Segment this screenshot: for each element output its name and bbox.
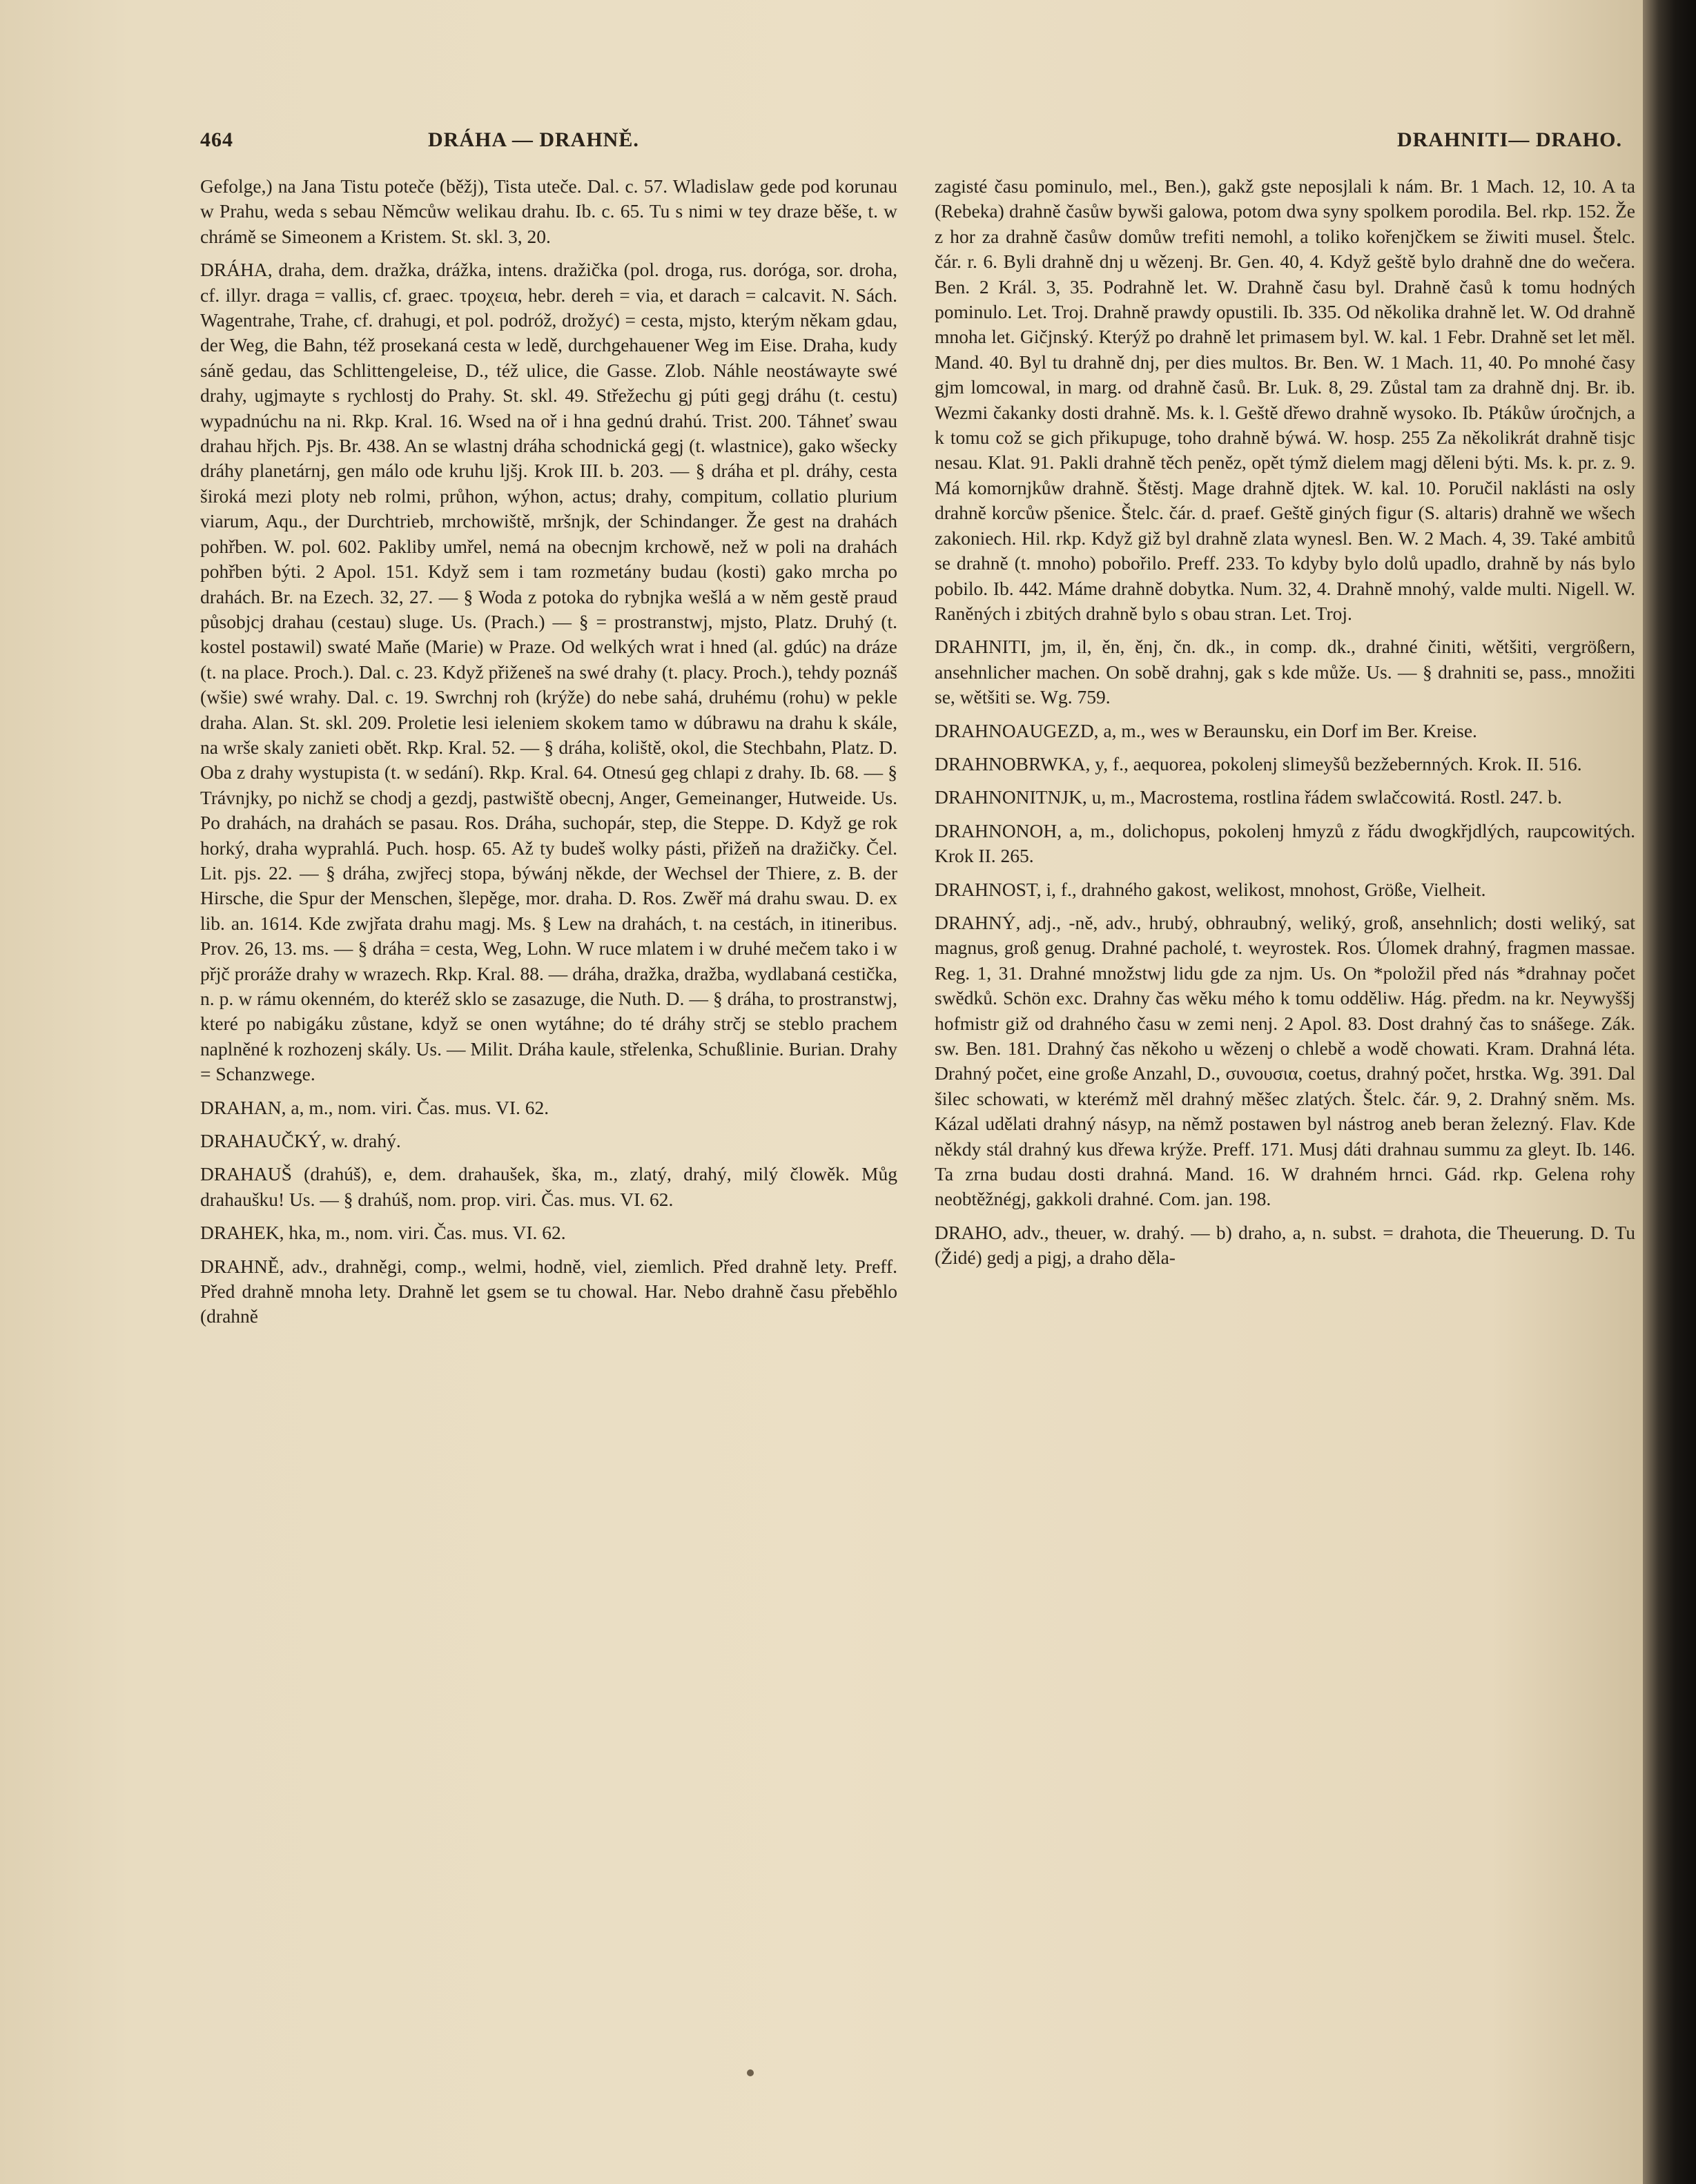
entry-paragraph: DRAHNOBRWKA, y, f., aequorea, pokolenj slimeyšů bezžebernných. Krok. II. 516. bbox=[935, 752, 1582, 774]
entry-paragraph: DRAHNĚ, adv., drahněgi, comp., welmi, hodně, viel, ziemlich. Před drahně lety. Preff. Před drahně mnoha lety. Drahně let gsem se tu chowal. Har. Nebo drahně času přeběhlo (drahně bbox=[200, 1255, 897, 1327]
entry-paragraph: DRAHAUČKÝ, w. drahý. bbox=[200, 1130, 401, 1152]
right-column bbox=[935, 174, 1635, 1279]
entry-paragraph: DRAHNOST, i, f., drahného gakost, welikost, mnohost, Größe, Vielheit. bbox=[935, 878, 1486, 900]
page-speck bbox=[747, 2069, 754, 2076]
entry-paragraph: DRAHAUŠ (drahúš), e, dem. drahaušek, ška, m., zlatý, drahý, milý člowěk. Můg drahaušku! Us. — § drahúš, nom. prop. viri. Čas. mus. VI. 62. bbox=[200, 1163, 897, 1210]
page-header bbox=[200, 128, 1636, 162]
entry-paragraph: DRAHNONITNJK, u, m., Macrostema, rostlina řádem swlačcowitá. Rostl. 247. b. bbox=[935, 786, 1562, 808]
entry-paragraph: DRAHEK, hka, m., nom. viri. Čas. mus. VI. 62. bbox=[200, 1222, 566, 1244]
entry-paragraph: DRAHAN, a, m., nom. viri. Čas. mus. VI. 62. bbox=[200, 1096, 549, 1118]
entry-paragraph: DRAHNÝ, adj., -ně, adv., hrubý, obhraubný, weliký, groß, ansehnlich; dosti weliký, sat magnus, groß genug. Drahné pacholé, t. weyrostek. Ros. Úlomek drahný, fragmen massae. Reg. 1, 31. Drahné množstwj lidu gde za njm. Us. On *položil před nás *drahnay počet swědků. Schön exc. Drahny čas wěku mého k tomu odděliw. Hág. předm. na kr. Neywyššj hofmistr giž od drahného času w zemi nenj. 2 Apol. 83. Dost drahný čas to snášege. Zák. sw. Ben. 181. Drahný čas někoho u wězenj o chlebě a wodě chowati. Kram. Drahná léta. Drahný počet, eine große Anzahl, D., συνουσια, coetus, drahný počet, hrstka. Wg. 391. Dal šilec schowati, w kterémž měl drahný měšec zlatých. Štelc. čár. 9, 2. Drahný sněm. Ms. Kázal udělati drahný násyp, na němž postawen byl nástrog aneb beran železný. Flav. Kde někdy stál drahný kus dřewa krýže. Preff. 171. Musj dáti drahnau summu za gleyt. Ib. 146. Ta zrna budau dosti drahná. Mand. 16. W drahném hrnci. Gád. rkp. Gelena rohy neobtěžnégj, gakkoli drahné. Com. jan. 198. bbox=[935, 911, 1635, 1210]
entry-paragraph: Gefolge,) na Jana Tistu poteče (běžj), Tista uteče. Dal. c. 57. Wladislaw gede pod korunau w Prahu, weda s sebau Němcůw welikau drahu. Ib. c. 65. Tu s nimi w tey draze běše, t. w chrámě se Simeonem a Kristem. St. skl. 3, 20. bbox=[200, 175, 897, 247]
page-number: 464 bbox=[200, 128, 233, 151]
entry-paragraph: DRAHO, adv., theuer, w. drahý. — b) draho, a, n. subst. = drahota, die Theuerung. D. Tu (Židé) gedj a pigj, a draho děla- bbox=[935, 1221, 1635, 1269]
entry-paragraph: DRAHNOAUGEZD, a, m., wes w Beraunsku, ein Dorf im Ber. Kreise. bbox=[935, 719, 1477, 741]
entry-paragraph: DRAHNONOH, a, m., dolichopus, pokolenj hmyzů z řádu dwogkřjdlých, raupcowitých. Krok II. 265. bbox=[935, 819, 1635, 867]
running-head-left: DRÁHA — DRAHNĚ. bbox=[428, 128, 639, 151]
book-spine-edge bbox=[1643, 0, 1696, 2184]
entry-paragraph: DRAHNITI, jm, il, ěn, ěnj, čn. dk., in comp. dk., drahné činiti, wětšiti, vergrößern, ansehnlicher machen. On sobě drahnj, gak s kde může. Us. — § drahniti se, pass., množiti se, wětšiti se. Wg. 759. bbox=[935, 636, 1635, 708]
entry-paragraph: DRÁHA, draha, dem. dražka, drážka, intens. dražička (pol. droga, rus. dorógа, sor. droha, cf. illyr. draga = vallis, cf. graec. τροχεια, hebr. dereh = via, et darach = calcavit. N. Sách. Wagentrahe, Trahe, cf. drahugi, et pol. podróž, drožyć) = cesta, mjsto, kterým někam gdau, der Weg, die Bahn, též prosekaná cesta w ledě, durchgehauener Weg im Eise. Draha, kudy sáně gedau, das Schlittengeleise, D., též ulice, die Gasse. Zlob. Náhle neostáwayte swé drahy, ugjmayte s rychlostj do Prahy. St. skl. 49. Střežechu gj púti gegj dráhu (t. cestu) wypadnúchu na ni. Rkp. Kral. 16. Wsed na oř i hna gednú drahú. Trist. 200. Táhneť swau drahau hřjch. Pjs. Br. 438. An se wlastnj dráha schodnická gegj (t. wlastnice), gako wšecky dráhy planetárnj, gen málo ode kruhu ljšj. Krok III. b. 203. — § dráha et pl. dráhy, cesta široká mezi ploty neb rolmi, průhon, wýhon, actus; drahy, compitum, collatio plurium viarum, Aqu., der Durchtrieb, mrchowiště, mršnjk, der Schindanger. Že gest na drahách pohřben. W. pol. 602. Pakliby umřel, nemá na obecnjm krchowě, než w poli na drahách pohřben býti. 2 Apol. 151. Když sem i tam rozmetány budau (kosti) gako mrcha po drahách. Br. na Ezech. 32, 27. — § Woda z potoka do rybnjka wešlá a w něm gestě praud působjcj drahau (cestau) sluge. Us. (Prach.) — § = prostranstwj, mjsto, Platz. Druhý (t. kostel postawil) swaté Maňe (Marie) w Praze. Od welkých wrat i hned (al. gdúc) na dráze (t. na place. Proch.). Dal. c. 23. Když přiženeš na swé drahy (t. placy. Proch.), tehdy poznáš (wšie) swé wrahy. Dal. c. 19. Swrchnj roh (krýže) do nebe sahá, druhému (rohu) w pekle draha. Alan. St. skl. 209. Proletie lesi ieleniem skokem tamo w dúbrawu na drahu k skále, na wrše skaly zanieti obět. Rkp. Kral. 52. — § dráha, koliště, okol, die Stechbahn, Platz. D. Oba z drahy wystupista (t. w sedání). Rkp. Kral. 64. Otnesú geg chlapi z drahy. Ib. 68. — § Trávnjky, po nichž se chodj a gezdj, pastwiště obecnj, Anger, Gemeinanger, Hutweide. Us. Po drahách, na drahách se pasau. Ros. Dráha, suchopár, step, die Steppe. D. Když ge rok horký, draha wyprahlá. Puch. hosp. 65. Až ty budeš wolky pásti, přižeň na dražičky. Čel. Lit. pjs. 22. — § dráha, zwjřecj stopa, býwánj někde, der Wechsel der Thiere, z. B. der Hirsche, die Spur der Menschen, šlepěge, mor. draha. D. Ros. Zwěř má drahu swau. D. ex lib. an. 1614. Kde zwjřata drahu magj. Ms. § Lew na drahách, t. na cestách, in itineribus. Prov. 26, 13. ms. — § dráha = cesta, Weg, Lohn. W ruce mlatem i w druhé mečem tako i w přjč proráže drahy w wrazech. Rkp. Kral. 88. — dráha, dražka, dražba, wydlabaná cestička, n. p. w rámu okenném, do kteréž sklo se zasazuge, die Nuth. D. — § dráha, to prostranstwj, které po nabigáku zůstane, když se onen wytáhne; do té dráhy strčj se steblo prachem naplněné k rozhozenj skály. Us. — Milit. Dráha kaule, střelenka, Schußlinie. Burian. Drahy = Schanzwege. bbox=[200, 259, 897, 1085]
running-head-right: DRAHNITI— DRAHO. bbox=[1396, 128, 1622, 151]
left-column bbox=[200, 174, 897, 1338]
entry-paragraph: zagisté času pominulo, mel., Ben.), gakž gste neposjlali k nám. Br. 1 Mach. 12, 10. A ta (Rebeka) drahně časůw bywši galowa, potom dwa syny spolkem porodila. Bel. rkp. 152. Že z hor za drahně časůw domůw trefiti nemohl, a toliko kořenjčkem se žiwiti musel. Štelc. čár. r. 6. Byli drahně dnj u wězenj. Br. Gen. 40, 4. Když geště bylo drahně dne do wečera. Ben. 2 Král. 3, 35. Podrahně let. W. Drahně času byl. Drahně časů k tomu hodných pominulo. Let. Troj. Drahně prawdy opustili. Ib. 335. Od několika drahně let. W. Od drahně mnoha let. Gičjnský. Kterýž po drahně let primasem byl. W. kal. 1 Febr. Drahně set let měl. Mand. 40. Byl tu drahně dnj, per dies multos. Br. Ben. W. 1 Mach. 11, 40. Po mnohé časy gjm lomcowal, in marg. od drahně časů. Br. Luk. 8, 29. Zůstal tam za drahně dnj. Br. ib. Wezmi čakanky dosti drahně. Ms. k. l. Geště dřewo drahně wysoko. Ib. Ptákůw úročnjch, a k tomu což se gich přikupuge, toho drahně býwá. W. hosp. 255 Za několikrát drahně tisjc nesau. Klat. 91. Pakli drahně těch peněz, opět týmž dielem magj děleni býti. Ms. k. pr. z. 9. Má komornjkůw drahně. Štěstj. Mage drahně djtek. W. kal. 10. Poručil naklásti na osly drahně korcůw pšenice. Štelc. čár. d. praef. Geště giných figur (S. altaris) drahně we wšech zakoniech. Hil. rkp. Když giž byl drahně zlata wynesl. Ben. W. 2 Mach. 4, 39. Také ambitů se drahně (t. mnoho) pobořilo. Preff. 233. To kdyby bylo dolů upadlo, drahně by nás bylo pobilo. Ib. 442. Máme drahně dobytka. Num. 32, 4. Drahně mnohý, valde multi. Nigell. W. Raněných i zbitých drahně bylo s obau stran. Let. Troj. bbox=[935, 175, 1635, 624]
